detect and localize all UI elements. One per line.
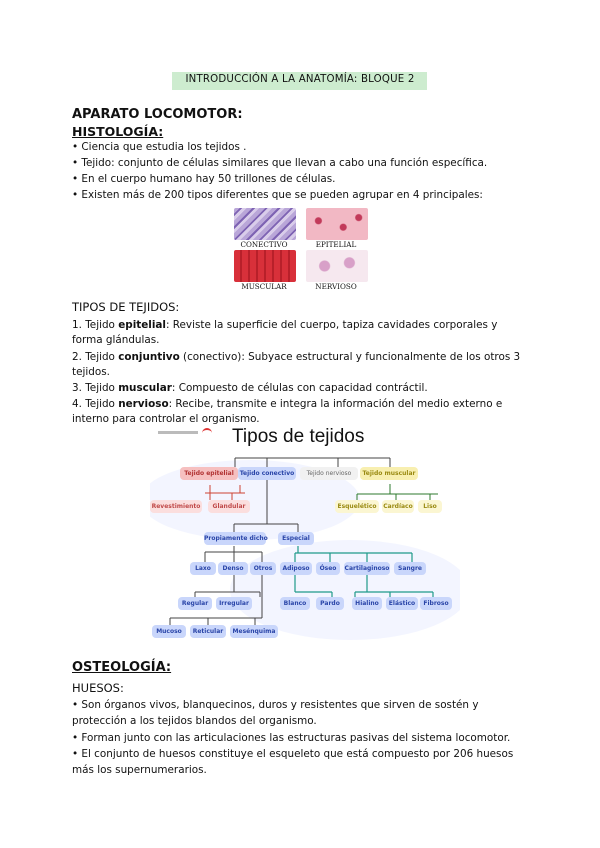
node-elastico: Elástico bbox=[386, 597, 418, 610]
tipo-4-cont: interno para controlar el organismo. bbox=[72, 413, 260, 425]
epitelial-image bbox=[306, 208, 368, 240]
node-esqueletico: Esquelético bbox=[335, 500, 379, 513]
node-cartilaginoso: Cartilaginoso bbox=[344, 562, 390, 575]
bullet-4: • Existen más de 200 tipos diferentes que se pueden agrupar en 4 principales: bbox=[72, 189, 483, 201]
logo-icon bbox=[202, 428, 212, 438]
node-laxo: Laxo bbox=[190, 562, 216, 575]
node-pardo: Pardo bbox=[316, 597, 344, 610]
node-tejido-nervioso: Tejido nervioso bbox=[300, 467, 358, 480]
label-muscular: MUSCULAR bbox=[241, 282, 287, 291]
tipo-2: 2. Tejido conjuntivo (conectivo): Subyace estructural y funcionalmente de los otros 3 bbox=[72, 351, 521, 363]
node-liso: Liso bbox=[418, 500, 442, 513]
subtitle-osteologia: OSTEOLOGÍA: bbox=[72, 660, 172, 675]
tipos-heading: TIPOS DE TEJIDOS: bbox=[72, 300, 180, 314]
node-fibroso: Fibroso bbox=[420, 597, 452, 610]
tipo-1: 1. Tejido epitelial: Reviste la superficie del cuerpo, tapiza cavidades corporales y bbox=[72, 319, 498, 331]
logo-mark bbox=[158, 431, 198, 434]
node-adiposo: Adiposo bbox=[280, 562, 312, 575]
label-epitelial: EPITELIAL bbox=[315, 240, 357, 249]
node-especial: Especial bbox=[278, 532, 314, 545]
huesos-line-5: más los supernumerarios. bbox=[72, 764, 207, 776]
node-hialino: Hialino bbox=[352, 597, 382, 610]
node-glandular: Glandular bbox=[208, 500, 250, 513]
bullet-3: • En el cuerpo humano hay 50 trillones de células. bbox=[72, 173, 336, 185]
node-oseo: Óseo bbox=[316, 562, 340, 575]
node-otros: Otros bbox=[250, 562, 276, 575]
tissue-types-diagram bbox=[150, 420, 460, 642]
huesos-line-4: • El conjunto de huesos constituye el esqueleto que está compuesto por 206 huesos bbox=[72, 748, 514, 760]
node-blanco: Blanco bbox=[280, 597, 310, 610]
huesos-line-1: • Son órganos vivos, blanquecinos, duros y resistentes que sirven de sostén y bbox=[72, 699, 479, 711]
tipo-2-cont: tejidos. bbox=[72, 366, 110, 378]
bullet-2: • Tejido: conjunto de células similares que llevan a cabo una función específica. bbox=[72, 157, 488, 169]
node-denso: Denso bbox=[218, 562, 248, 575]
subtitle-histologia: HISTOLOGÍA: bbox=[72, 124, 164, 139]
node-tejido-epitelial: Tejido epitelial bbox=[180, 467, 238, 480]
label-nervioso: NERVIOSO bbox=[315, 282, 357, 291]
node-reticular: Reticular bbox=[190, 625, 226, 638]
muscular-image bbox=[234, 250, 296, 282]
node-tejido-muscular: Tejido muscular bbox=[360, 467, 418, 480]
node-mesenquima: Mesénquima bbox=[230, 625, 278, 638]
label-conectivo: CONECTIVO bbox=[240, 240, 288, 249]
bullet-1: • Ciencia que estudia los tejidos . bbox=[72, 141, 247, 153]
node-irregular: Irregular bbox=[216, 597, 252, 610]
tipo-1-cont: forma glándulas. bbox=[72, 334, 160, 346]
document-header: INTRODUCCIÓN A LA ANATOMÍA: BLOQUE 2 bbox=[185, 74, 415, 85]
huesos-line-2: protección a los tejidos blandos del organismo. bbox=[72, 715, 317, 727]
nervioso-image bbox=[306, 250, 368, 282]
node-regular: Regular bbox=[178, 597, 212, 610]
node-mucoso: Mucoso bbox=[152, 625, 186, 638]
node-revestimiento: Revestimiento bbox=[150, 500, 202, 513]
node-cardiaco: Cardíaco bbox=[382, 500, 414, 513]
tipo-3: 3. Tejido muscular: Compuesto de células con capacidad contráctil. bbox=[72, 382, 428, 394]
node-tejido-conectivo: Tejido conectivo bbox=[238, 467, 296, 480]
node-sangre: Sangre bbox=[394, 562, 426, 575]
huesos-line-3: • Forman junto con las articulaciones las estructuras pasivas del sistema locomotor. bbox=[72, 732, 511, 744]
diagram-title: Tipos de tejidos bbox=[232, 426, 365, 447]
node-propiamente-dicho: Propiamente dicho bbox=[204, 532, 266, 545]
section-title-aparato: APARATO LOCOMOTOR: bbox=[72, 107, 243, 122]
conectivo-image bbox=[234, 208, 296, 240]
tipo-4: 4. Tejido nervioso: Recibe, transmite e integra la información del medio externo e bbox=[72, 398, 503, 410]
huesos-heading: HUESOS: bbox=[72, 681, 124, 695]
